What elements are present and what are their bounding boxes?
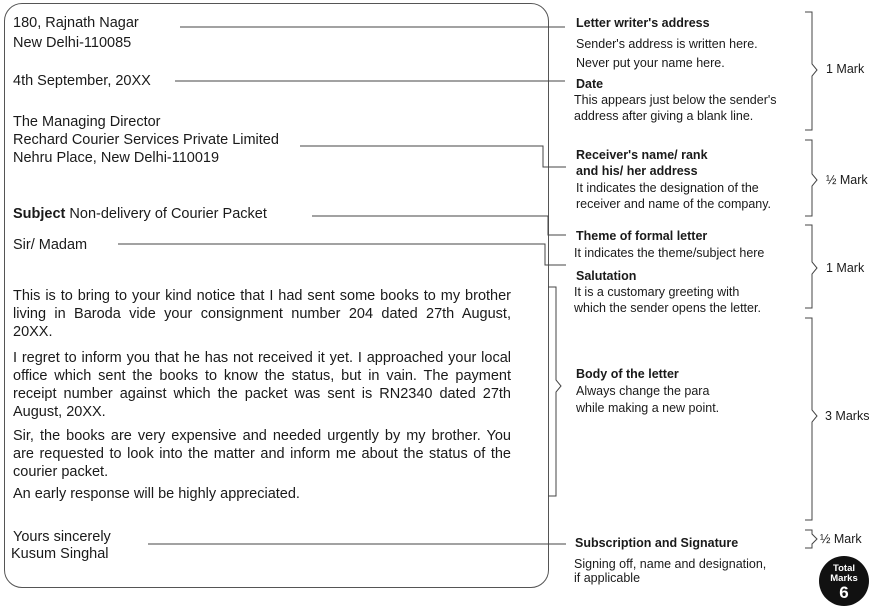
body-paragraph-2: I regret to inform you that he has not received it yet. I approached your local office which sent the books to know the status, but in vain. The payment receipt number against which the packet was sent is RN2340 dated 27th August, 20XX. bbox=[13, 350, 511, 420]
closing: Yours sincerely bbox=[13, 529, 111, 545]
brace-mark-2 bbox=[805, 140, 817, 216]
total-marks-badge bbox=[819, 556, 869, 606]
annotation-body-desc-1: Always change the para bbox=[576, 384, 710, 398]
annotation-writer-address-desc-1: Sender's address is written here. bbox=[576, 37, 758, 51]
line-subject bbox=[312, 216, 566, 235]
annotation-writer-address-desc-2: Never put your name here. bbox=[576, 56, 725, 70]
mark-label-4: 3 Marks bbox=[825, 409, 870, 423]
receiver-line-1: The Managing Director bbox=[13, 114, 161, 130]
annotation-salutation-desc-1: It is a customary greeting with bbox=[574, 285, 740, 299]
annotation-date-title: Date bbox=[576, 77, 604, 91]
sender-address-line-2: New Delhi-110085 bbox=[13, 35, 132, 51]
annotation-receiver-title-2: and his/ her address bbox=[576, 164, 698, 178]
sender-address-line-1: 180, Rajnath Nagar bbox=[13, 15, 139, 31]
body-paragraph-3: Sir, the books are very expensive and needed urgently by my brother. You are requested to look into the matter and inform me about the status of the courier packet. bbox=[13, 428, 511, 480]
mark-label-3: 1 Mark bbox=[826, 261, 865, 275]
brace-mark-4 bbox=[805, 318, 817, 520]
annotation-body-title: Body of the letter bbox=[576, 367, 679, 381]
letter-date: 4th September, 20XX bbox=[13, 73, 151, 89]
annotation-receiver-desc-1: It indicates the designation of the bbox=[576, 181, 759, 195]
annotation-subscription-desc-2: if applicable bbox=[574, 571, 641, 585]
total-label: Total bbox=[833, 563, 855, 574]
annotation-subscription-title: Subscription and Signature bbox=[575, 536, 739, 550]
annotation-salutation-desc-2: which the sender opens the letter. bbox=[574, 301, 761, 315]
subject-line bbox=[13, 205, 267, 224]
body-paragraph-1: This is to bring to your kind notice that I had sent some books to my brother living in Baroda vide your consignment number 204 dated 27th August, 20XX. bbox=[13, 288, 511, 340]
salutation: Sir/ Madam bbox=[13, 237, 88, 253]
brace-body bbox=[548, 287, 561, 496]
marks-label: Marks bbox=[830, 573, 858, 584]
body-paragraph-4: An early response will be highly appreciated. bbox=[13, 486, 300, 502]
subject-label: Subject bbox=[13, 206, 66, 222]
signature-name: Kusum Singhal bbox=[11, 546, 109, 562]
annotation-date-desc-2: address after giving a blank line. bbox=[574, 109, 754, 123]
receiver-line-3: Nehru Place, New Delhi-110019 bbox=[13, 150, 220, 166]
annotation-date-desc-1: This appears just below the sender's bbox=[574, 93, 777, 107]
line-salutation bbox=[118, 244, 566, 265]
annotation-receiver-desc-2: receiver and name of the company. bbox=[576, 197, 772, 211]
receiver-line-2: Rechard Courier Services Private Limited bbox=[13, 132, 279, 148]
line-receiver bbox=[300, 146, 566, 167]
total-value: 6 bbox=[839, 583, 849, 602]
subject-text: Non-delivery of Courier Packet bbox=[69, 206, 267, 222]
annotation-salutation-title: Salutation bbox=[576, 269, 637, 283]
annotation-receiver-title-1: Receiver's name/ rank bbox=[576, 148, 708, 162]
brace-mark-5 bbox=[805, 530, 817, 548]
annotation-theme-title: Theme of formal letter bbox=[576, 229, 708, 243]
brace-mark-1 bbox=[805, 12, 817, 130]
brace-mark-3 bbox=[805, 225, 817, 308]
annotation-body-desc-2: while making a new point. bbox=[576, 401, 720, 415]
mark-label-5: ½ Mark bbox=[820, 532, 862, 546]
mark-label-2: ½ Mark bbox=[826, 173, 868, 187]
annotation-theme-desc: It indicates the theme/subject here bbox=[574, 246, 765, 260]
annotation-writer-address-title: Letter writer's address bbox=[576, 16, 710, 30]
mark-label-1: 1 Mark bbox=[826, 62, 865, 76]
annotation-subscription-desc-1: Signing off, name and designation, bbox=[574, 557, 767, 571]
